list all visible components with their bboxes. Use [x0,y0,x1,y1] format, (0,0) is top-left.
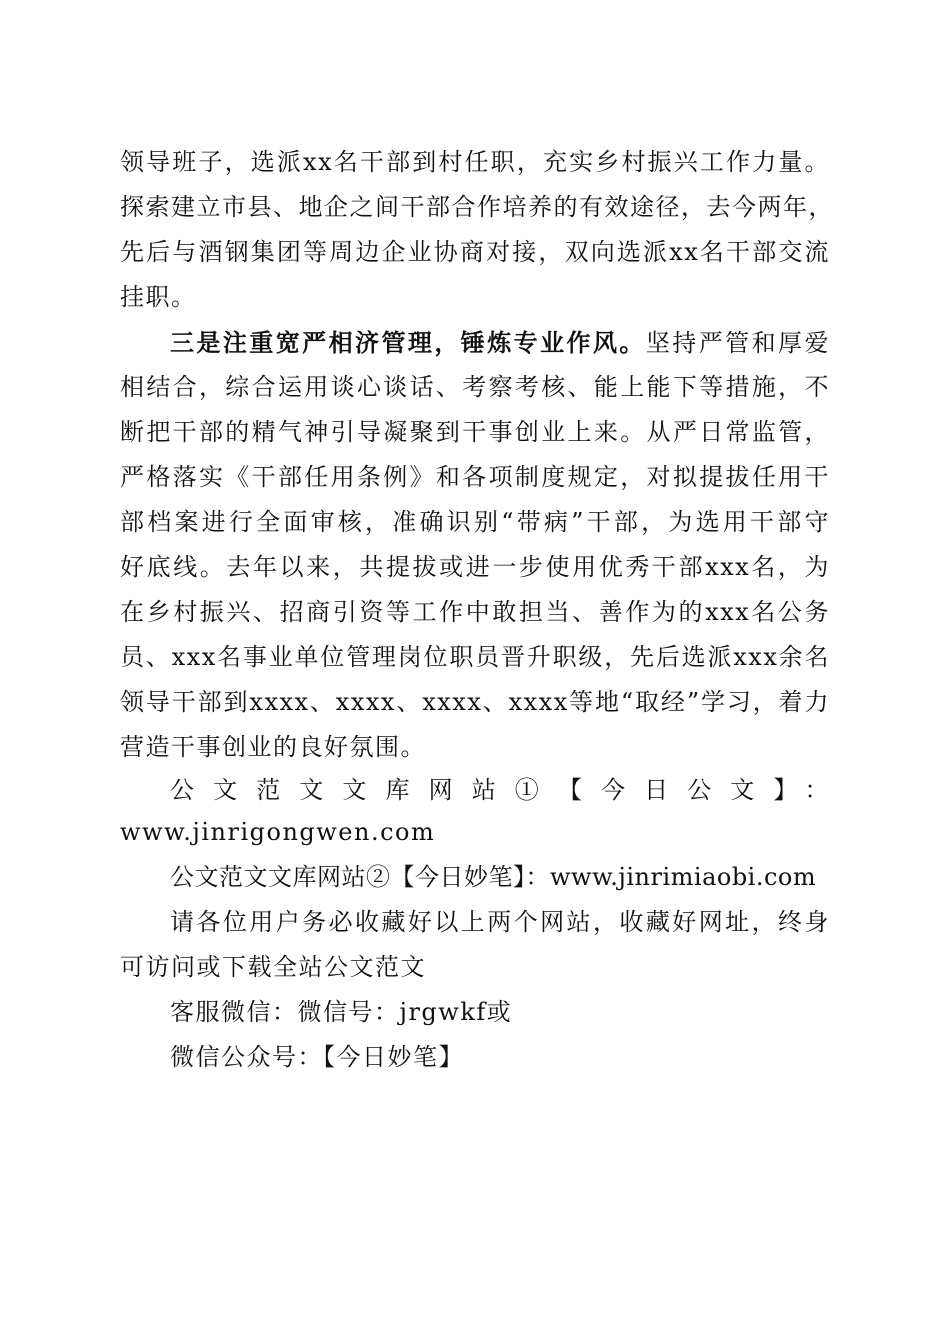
text-line: 在乡村振兴、招商引资等工作中敢担当、善作为的xxx名公务 [120,598,830,626]
text-line: 领导干部到xxxx、xxxx、xxxx、xxxx等地“取经”学习，着力 [120,688,830,716]
site1-url[interactable]: www.jinrigongwen.com [120,818,436,846]
site2-line[interactable]: 公文范文文库网站②【今日妙笔】：www.jinrimiaobi.com [170,863,817,891]
text-run: 坚持严管和厚爱 [645,329,830,357]
wechat-line: 客服微信：微信号：jrgwkf或 [170,998,513,1026]
footer-notice [120,770,830,1080]
text-line: 领导班子，选派xx名干部到村任职，充实乡村振兴工作力量。 [120,148,830,176]
text-line: 挂职。 [120,283,197,311]
document-page [120,140,834,1080]
text-line: 断把干部的精气神引导凝聚到干事创业上来。从严日常监管， [120,418,830,446]
text-line: 部档案进行全面审核，准确识别“带病”干部，为选用干部守 [120,508,830,536]
text-line: 好底线。去年以来，共提拔或进一步使用优秀干部xxx名，为 [120,553,830,581]
notice-line: 可访问或下载全站公文范文 [120,953,426,981]
official-account-line: 微信公众号：【今日妙笔】 [170,1043,464,1071]
bold-lead: 三是注重宽严相济管理，锤炼专业作风。 [170,328,646,357]
text-line [120,320,830,365]
text-line: 先后与酒钢集团等周边企业协商对接，双向选派xx名干部交流 [120,238,830,266]
notice-line: 请各位用户务必收藏好以上两个网站，收藏好网址，终身 [170,908,830,936]
text-line: 严格落实《干部任用条例》和各项制度规定，对拟提拔任用干 [120,463,830,491]
text-line: 相结合，综合运用谈心谈话、考察考核、能上能下等措施，不 [120,373,830,401]
text-line: 营造干事创业的良好氛围。 [120,733,426,761]
text-line: 员、xxx名事业单位管理岗位职员晋升职级，先后选派xxx余名 [120,643,830,671]
text-line: 探索建立市县、地企之间干部合作培养的有效途径，去今两年， [120,193,834,221]
site1-label: 公文范文文库网站①【今日公文】： [170,776,830,804]
paragraph-1 [120,140,834,320]
paragraph-2 [120,320,830,770]
